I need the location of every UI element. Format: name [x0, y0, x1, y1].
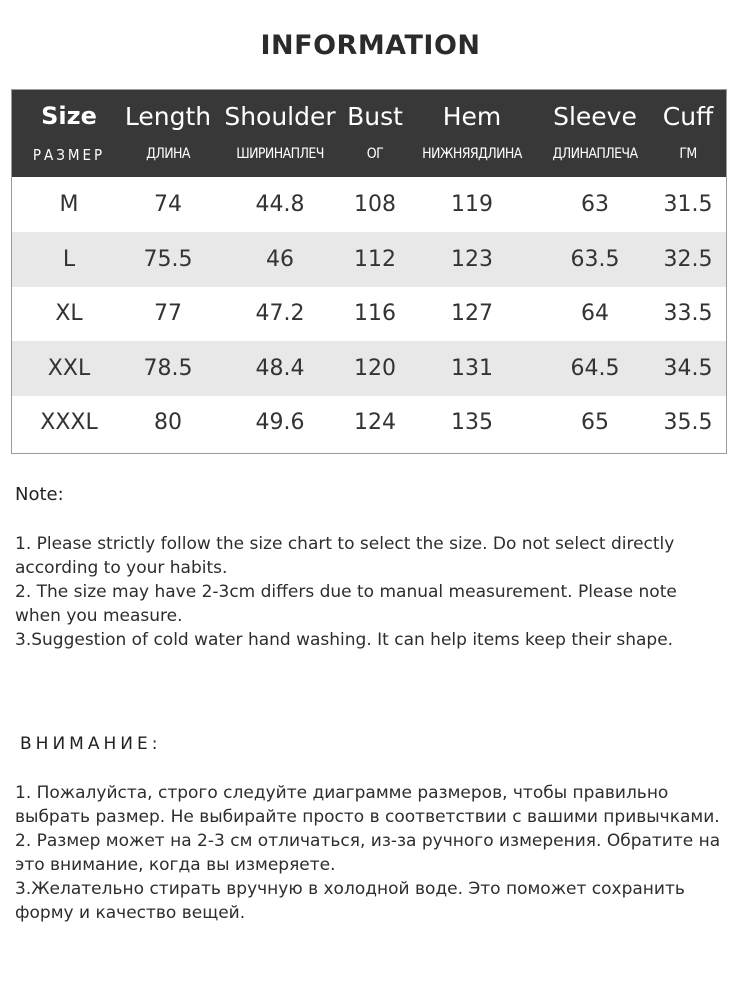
size-chart-table [11, 89, 727, 454]
header-hem-ru: НИЖНЯЯДЛИНА [422, 146, 522, 162]
cell-size: M [59, 192, 79, 217]
header-length-en: Length [124, 102, 212, 131]
ru-note-item-1: 1. Пожалуйста, строго следуйте диаграмме размеров, чтобы правильно выбрать размер. Не выбирайте просто в соответствии с вашими привычками. [15, 783, 720, 827]
cell-cuff: 31.5 [663, 192, 713, 217]
header-shoulder-ru: ШИРИНАПЛЕЧ [236, 146, 324, 162]
cell-hem: 135 [451, 410, 493, 436]
header-bust-en: Bust [347, 102, 403, 131]
cell-hem: 131 [451, 355, 493, 381]
cell-length: 75.5 [143, 246, 193, 272]
cell-sleeve: 65 [581, 410, 609, 436]
cell-hem: 119 [451, 192, 493, 217]
note-item-1: 1. Please strictly follow the size chart to select the size. Do not select directly according to your habits. [15, 534, 675, 578]
table-row [12, 286, 726, 341]
note-body [15, 532, 727, 652]
header-shoulder-en: Shoulder [224, 102, 336, 131]
table-row [12, 341, 726, 396]
note-item-3: 3.Suggestion of cold water hand washing. It can help items keep their shape. [15, 630, 674, 650]
table-header [12, 90, 726, 177]
header-hem [422, 90, 522, 177]
ru-note-item-2: 2. Размер может на 2-3 см отличаться, из-за ручного измерения. Обратите на это внимание, когда вы измеряете. [15, 831, 721, 875]
cell-cuff: 34.5 [663, 355, 713, 381]
cell-hem: 127 [451, 301, 493, 327]
cell-size: L [62, 246, 76, 272]
header-size-ru: РАЗМЕР [32, 146, 106, 164]
cell-cuff: 33.5 [663, 301, 713, 327]
header-cuff-en: Cuff [662, 102, 714, 131]
cell-sleeve: 63.5 [570, 246, 620, 272]
cell-sleeve: 64 [581, 301, 609, 327]
ru-note-heading: ВНИМАНИЕ: [20, 734, 162, 754]
header-bust-ru: ОГ [366, 146, 384, 162]
cell-length: 78.5 [143, 355, 193, 381]
header-length [118, 90, 218, 177]
cell-size: XXL [47, 355, 91, 381]
cell-bust: 116 [354, 301, 396, 327]
table-row [12, 395, 726, 450]
cell-bust: 120 [354, 355, 396, 381]
header-hem-en: Hem [442, 102, 502, 131]
cell-bust: 124 [354, 410, 396, 436]
note-item-2: 2. The size may have 2-3cm differs due to manual measurement. Please note when you measure. [15, 582, 677, 626]
header-cuff [638, 90, 727, 177]
header-sleeve-en: Sleeve [553, 102, 637, 131]
table-row [12, 232, 726, 287]
note-heading: Note: [15, 484, 64, 505]
cell-length: 80 [154, 410, 182, 436]
header-size-en: Size [41, 102, 97, 130]
cell-bust: 112 [354, 246, 396, 272]
cell-shoulder: 47.2 [255, 301, 305, 327]
cell-shoulder: 44.8 [255, 192, 305, 217]
cell-cuff: 32.5 [663, 246, 713, 272]
cell-cuff: 35.5 [663, 410, 713, 436]
cell-sleeve: 63 [581, 192, 609, 217]
cell-size: XXXL [40, 410, 98, 436]
header-length-ru: ДЛИНА [146, 146, 190, 162]
cell-size: XL [55, 301, 83, 327]
cell-shoulder: 48.4 [255, 355, 305, 381]
page-title: INFORMATION [260, 30, 481, 61]
cell-shoulder: 46 [266, 246, 294, 272]
table-row [12, 177, 726, 232]
cell-bust: 108 [354, 192, 396, 217]
ru-note-body [15, 781, 727, 925]
cell-length: 77 [154, 301, 182, 327]
header-cuff-ru: ГМ [679, 146, 697, 162]
header-sleeve-ru: ДЛИНАПЛЕЧА [552, 146, 638, 162]
ru-note-item-3: 3.Желательно стирать вручную в холодной воде. Это поможет сохранить форму и качество вещей. [15, 879, 685, 923]
cell-hem: 123 [451, 246, 493, 272]
cell-shoulder: 49.6 [255, 410, 305, 436]
cell-length: 74 [154, 192, 182, 217]
cell-sleeve: 64.5 [570, 355, 620, 381]
